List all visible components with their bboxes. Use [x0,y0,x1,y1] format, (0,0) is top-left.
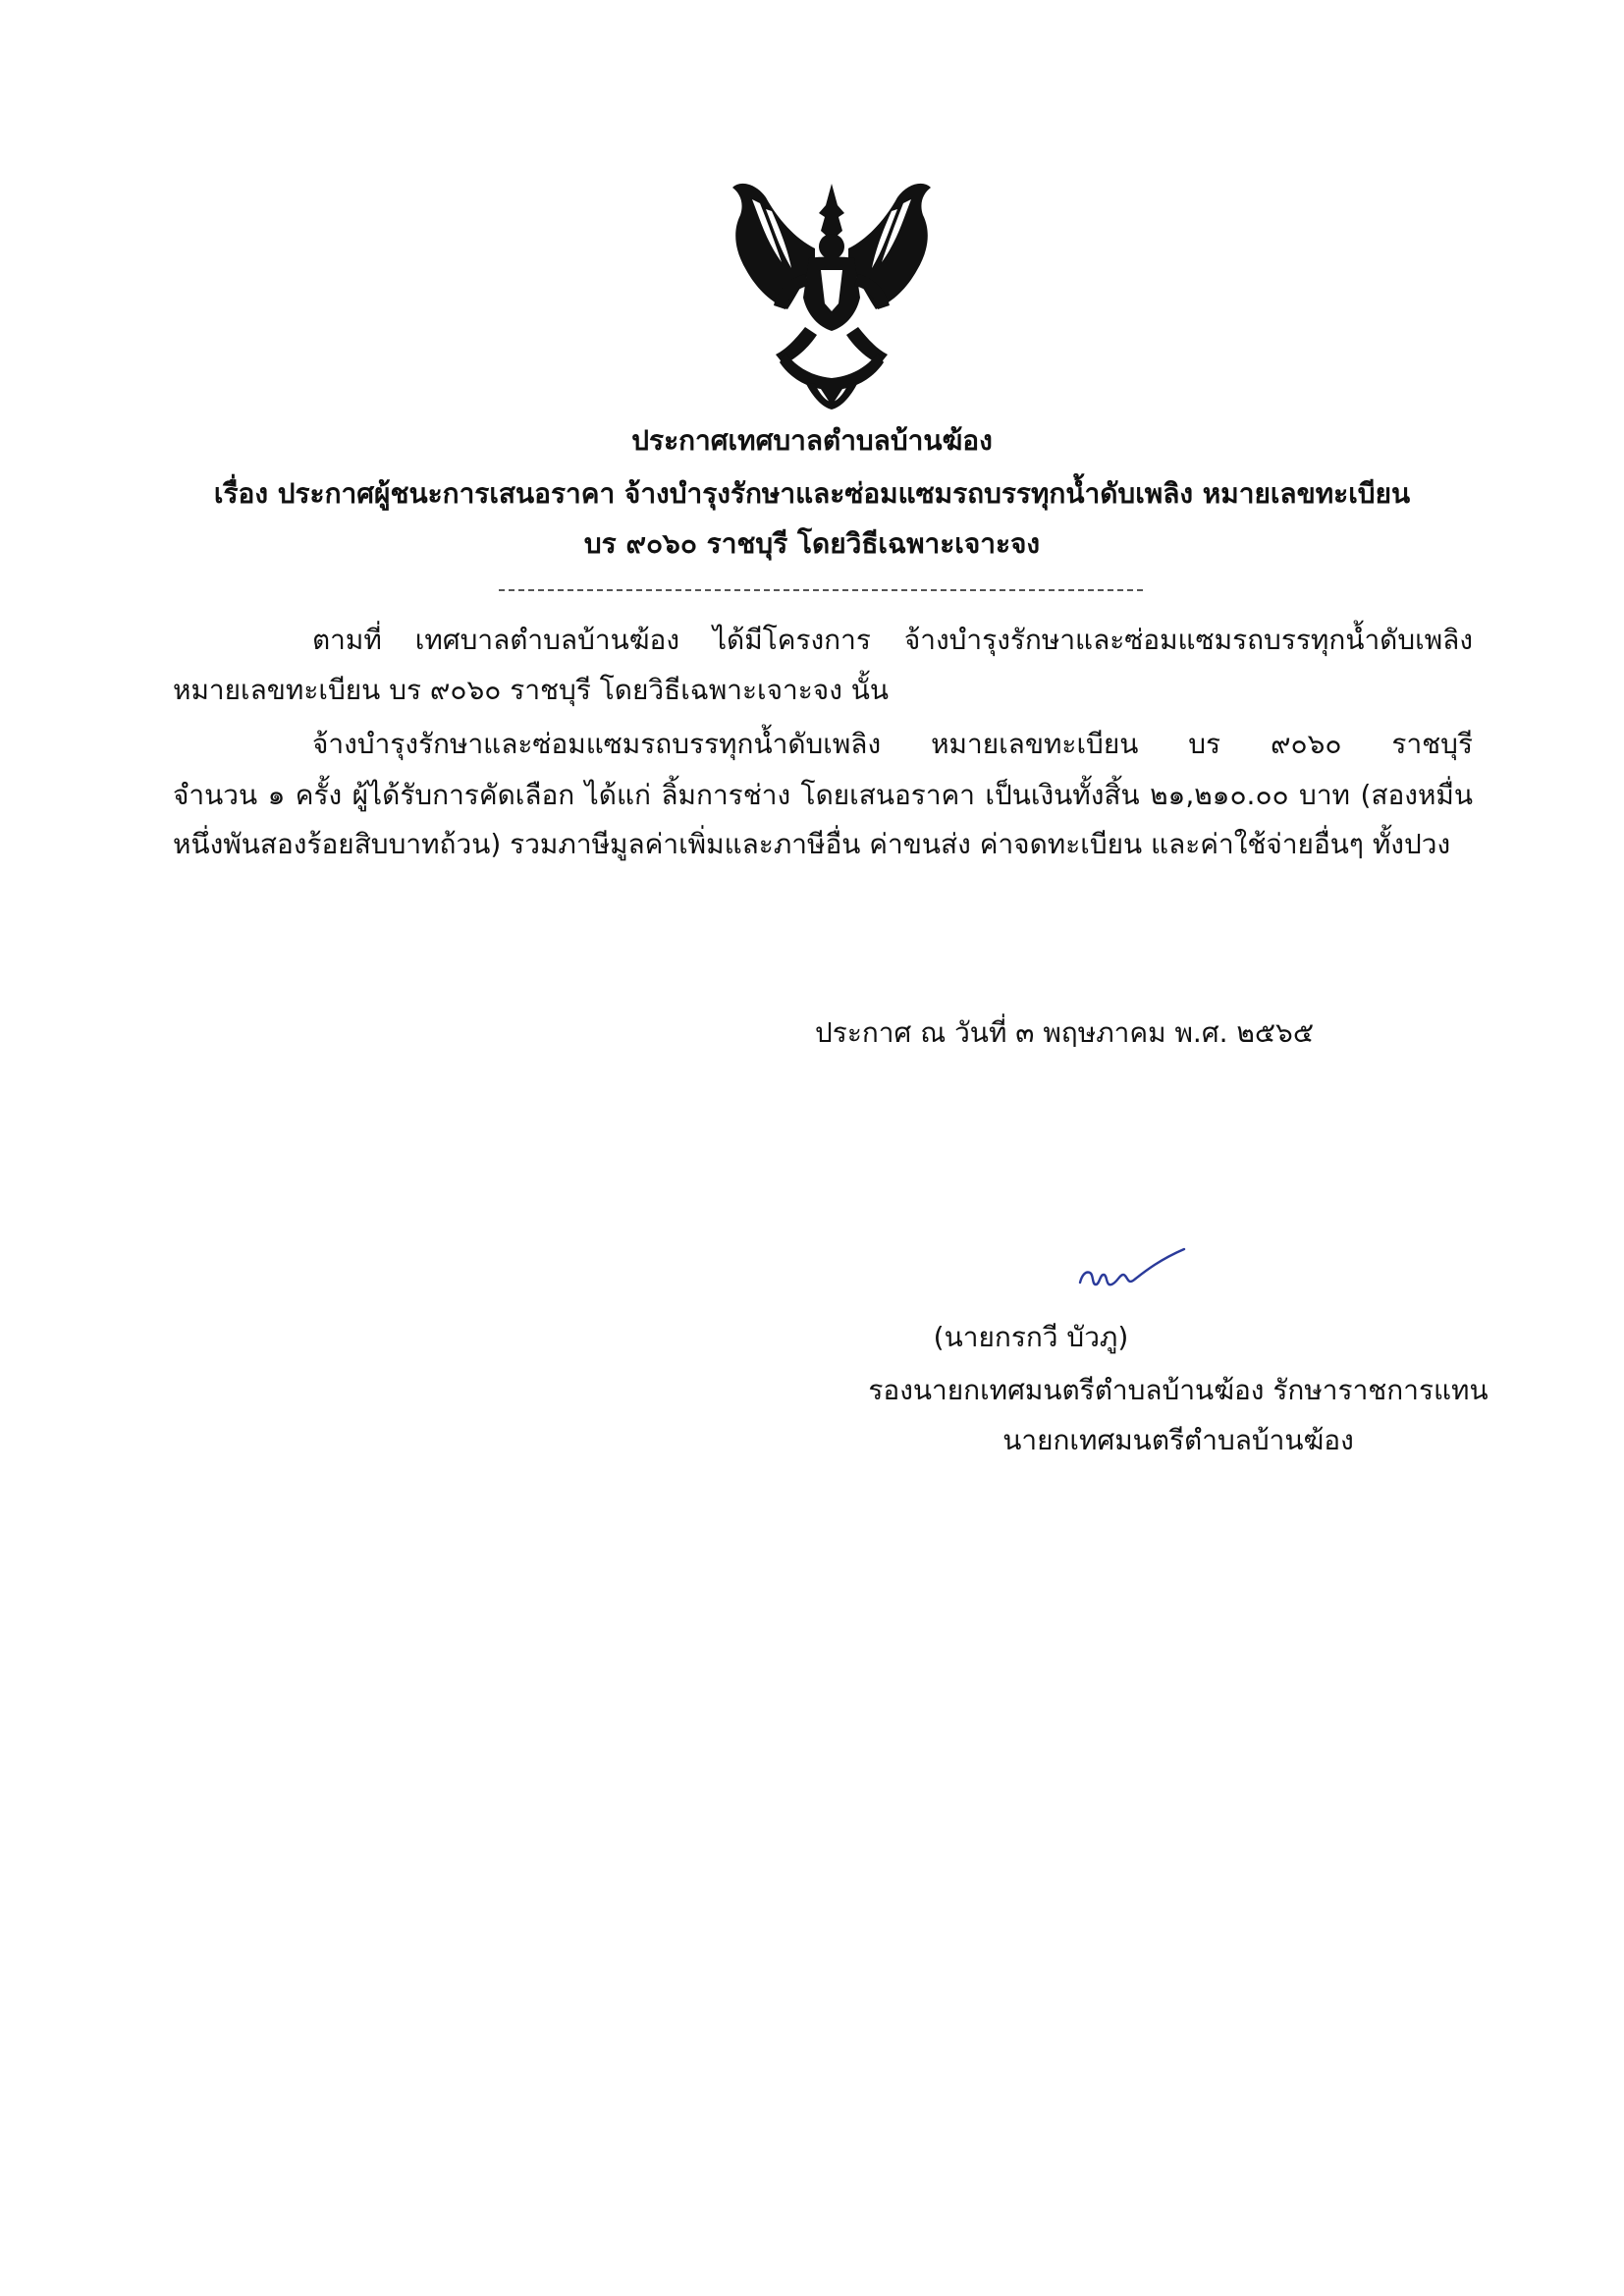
document-subject-line-2: บร ๙๐๖๐ ราชบุรี โดยวิธีเฉพาะเจาะจง [583,527,1041,560]
signatory-name: (นายกรกวี บัวภู) [933,1321,1129,1353]
announcement-date: ประกาศ ณ วันที่ ๓ พฤษภาคม พ.ศ. ๒๕๖๕ [815,1016,1315,1049]
dashed-divider [499,589,1143,591]
paragraph-1-line-1: ตามที่ เทศบาลตำบลบ้านฆ้อง ได้มีโครงการ จ้างบำรุงรักษาและซ่อมแซมรถบรรทุกน้ำดับเพลิง [312,624,1473,656]
signatory-position-line-2: นายกเทศมนตรีตำบลบ้านฆ้อง [1002,1424,1354,1456]
handwritten-signature [1078,1245,1186,1294]
paragraph-1-line-2: หมายเลขทะเบียน บร ๙๐๖๐ ราชบุรี โดยวิธีเฉพาะเจาะจง นั้น [173,674,890,706]
paragraph-2-line-2: จำนวน ๑ ครั้ง ผู้ได้รับการคัดเลือก ได้แก่ ลิ้มการช่าง โดยเสนอราคา เป็นเงินทั้งสิ้น ๒๑,๒๑๐.๐๐ บาท (สองหมื่น [173,779,1473,811]
paragraph-2-line-3: หนึ่งพันสองร้อยสิบบาทถ้วน) รวมภาษีมูลค่าเพิ่มและภาษีอื่น ค่าขนส่ง ค่าจดทะเบียน และค่าใช้จ่ายอื่นๆ ทั้งปวง [173,828,1451,860]
garuda-emblem-icon [727,180,937,411]
signatory-position-line-1: รองนายกเทศมนตรีตำบลบ้านฆ้อง รักษาราชการแทน [868,1374,1489,1406]
paragraph-2-line-1: จ้างบำรุงรักษาและซ่อมแซมรถบรรทุกน้ำดับเพลิง หมายเลขทะเบียน บร ๙๐๖๐ ราชบุรี [312,728,1473,760]
document-title: ประกาศเทศบาลตำบลบ้านฆ้อง [631,424,993,457]
document-subject-line-1: เรื่อง ประกาศผู้ชนะการเสนอราคา จ้างบำรุงรักษาและซ่อมแซมรถบรรทุกน้ำดับเพลิง หมายเลขทะเบียน [213,477,1411,510]
